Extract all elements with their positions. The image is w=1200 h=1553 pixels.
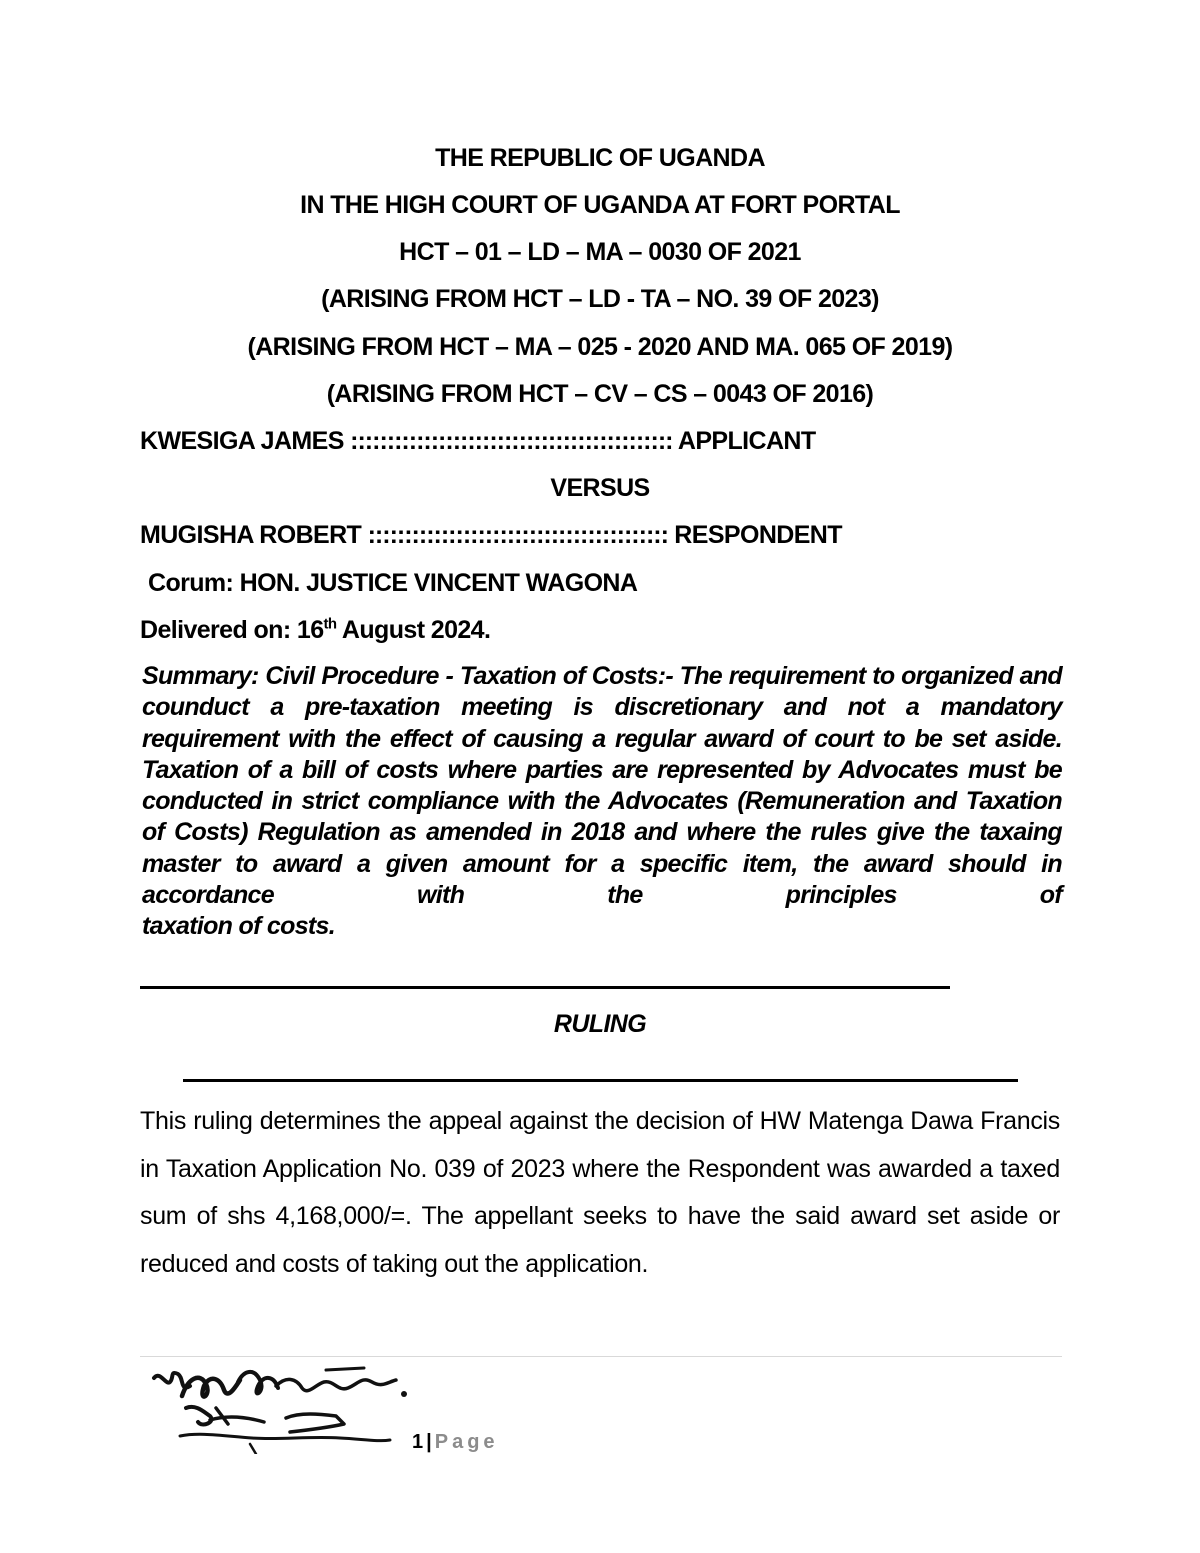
divider-bottom [183, 1079, 1018, 1082]
arising-from-2: (ARISING FROM HCT – MA – 025 - 2020 AND MA. 065 OF 2019) [247, 333, 953, 361]
arising-from-1: (ARISING FROM HCT – LD - TA – NO. 39 OF 2023) [321, 285, 879, 313]
page-label: Page [434, 1431, 499, 1453]
respondent-name: MUGISHA ROBERT [140, 521, 362, 549]
delivered-suffix: August 2024. [336, 616, 491, 644]
case-summary [142, 661, 1062, 943]
respondent-line [140, 519, 1060, 551]
versus-heading: VERSUS [550, 474, 650, 502]
summary-last-line: taxation of costs. [142, 912, 335, 941]
signature-image [140, 1356, 415, 1454]
delivered-ordinal: th [323, 615, 337, 633]
applicant-separator: :::::::::::::::::::::::::::::::::::::::::::: [350, 427, 673, 455]
respondent-role: RESPONDENT [674, 521, 842, 549]
applicant-role: APPLICANT [677, 427, 816, 455]
delivered-line [140, 614, 1060, 646]
divider-top [140, 986, 950, 989]
arising-from-3: (ARISING FROM HCT – CV – CS – 0043 OF 2016) [326, 380, 874, 408]
coram-line: Corum: HON. JUSTICE VINCENT WAGONA [148, 569, 638, 597]
court-heading: IN THE HIGH COURT OF UGANDA AT FORT PORTAL [300, 191, 900, 219]
delivered-prefix: Delivered on: 16 [140, 616, 324, 644]
summary-text: Summary: Civil Procedure - Taxation of Costs:- The requirement to organized and counduct a pre-taxation meeting is discretionary and not a mandatory requirement with the effect of causing a regular award of court to be set aside. Taxation of a bill of costs where parties are represented by Advocates must be conducted in strict compliance with the Advocates (Remuneration and Taxation of Costs) Regulation as amended in 2018 and where the rules give the taxaing master to award a given amount for a specific item, the award should in accordance with the principles of [142, 662, 1062, 910]
ruling-heading: RULING [553, 1010, 647, 1038]
page-number [412, 1431, 499, 1454]
case-number: HCT – 01 – LD – MA – 0030 OF 2021 [399, 238, 801, 266]
respondent-separator: ::::::::::::::::::::::::::::::::::::::::: [367, 521, 668, 549]
ruling-body-paragraph: This ruling determines the appeal against the decision of HW Matenga Dawa Francis in Taxation Application No. 039 of 2023 where the Respondent was awarded a taxed sum of shs 4,168,000/=. The appellant seeks to have the said award set aside or reduced and costs of taking out the application. [140, 1107, 1060, 1278]
applicant-line [140, 425, 1060, 457]
page-number-value: 1 [412, 1431, 424, 1453]
page-number-separator: | [426, 1431, 432, 1453]
republic-heading: THE REPUBLIC OF UGANDA [435, 144, 765, 172]
applicant-name: KWESIGA JAMES [140, 427, 344, 455]
